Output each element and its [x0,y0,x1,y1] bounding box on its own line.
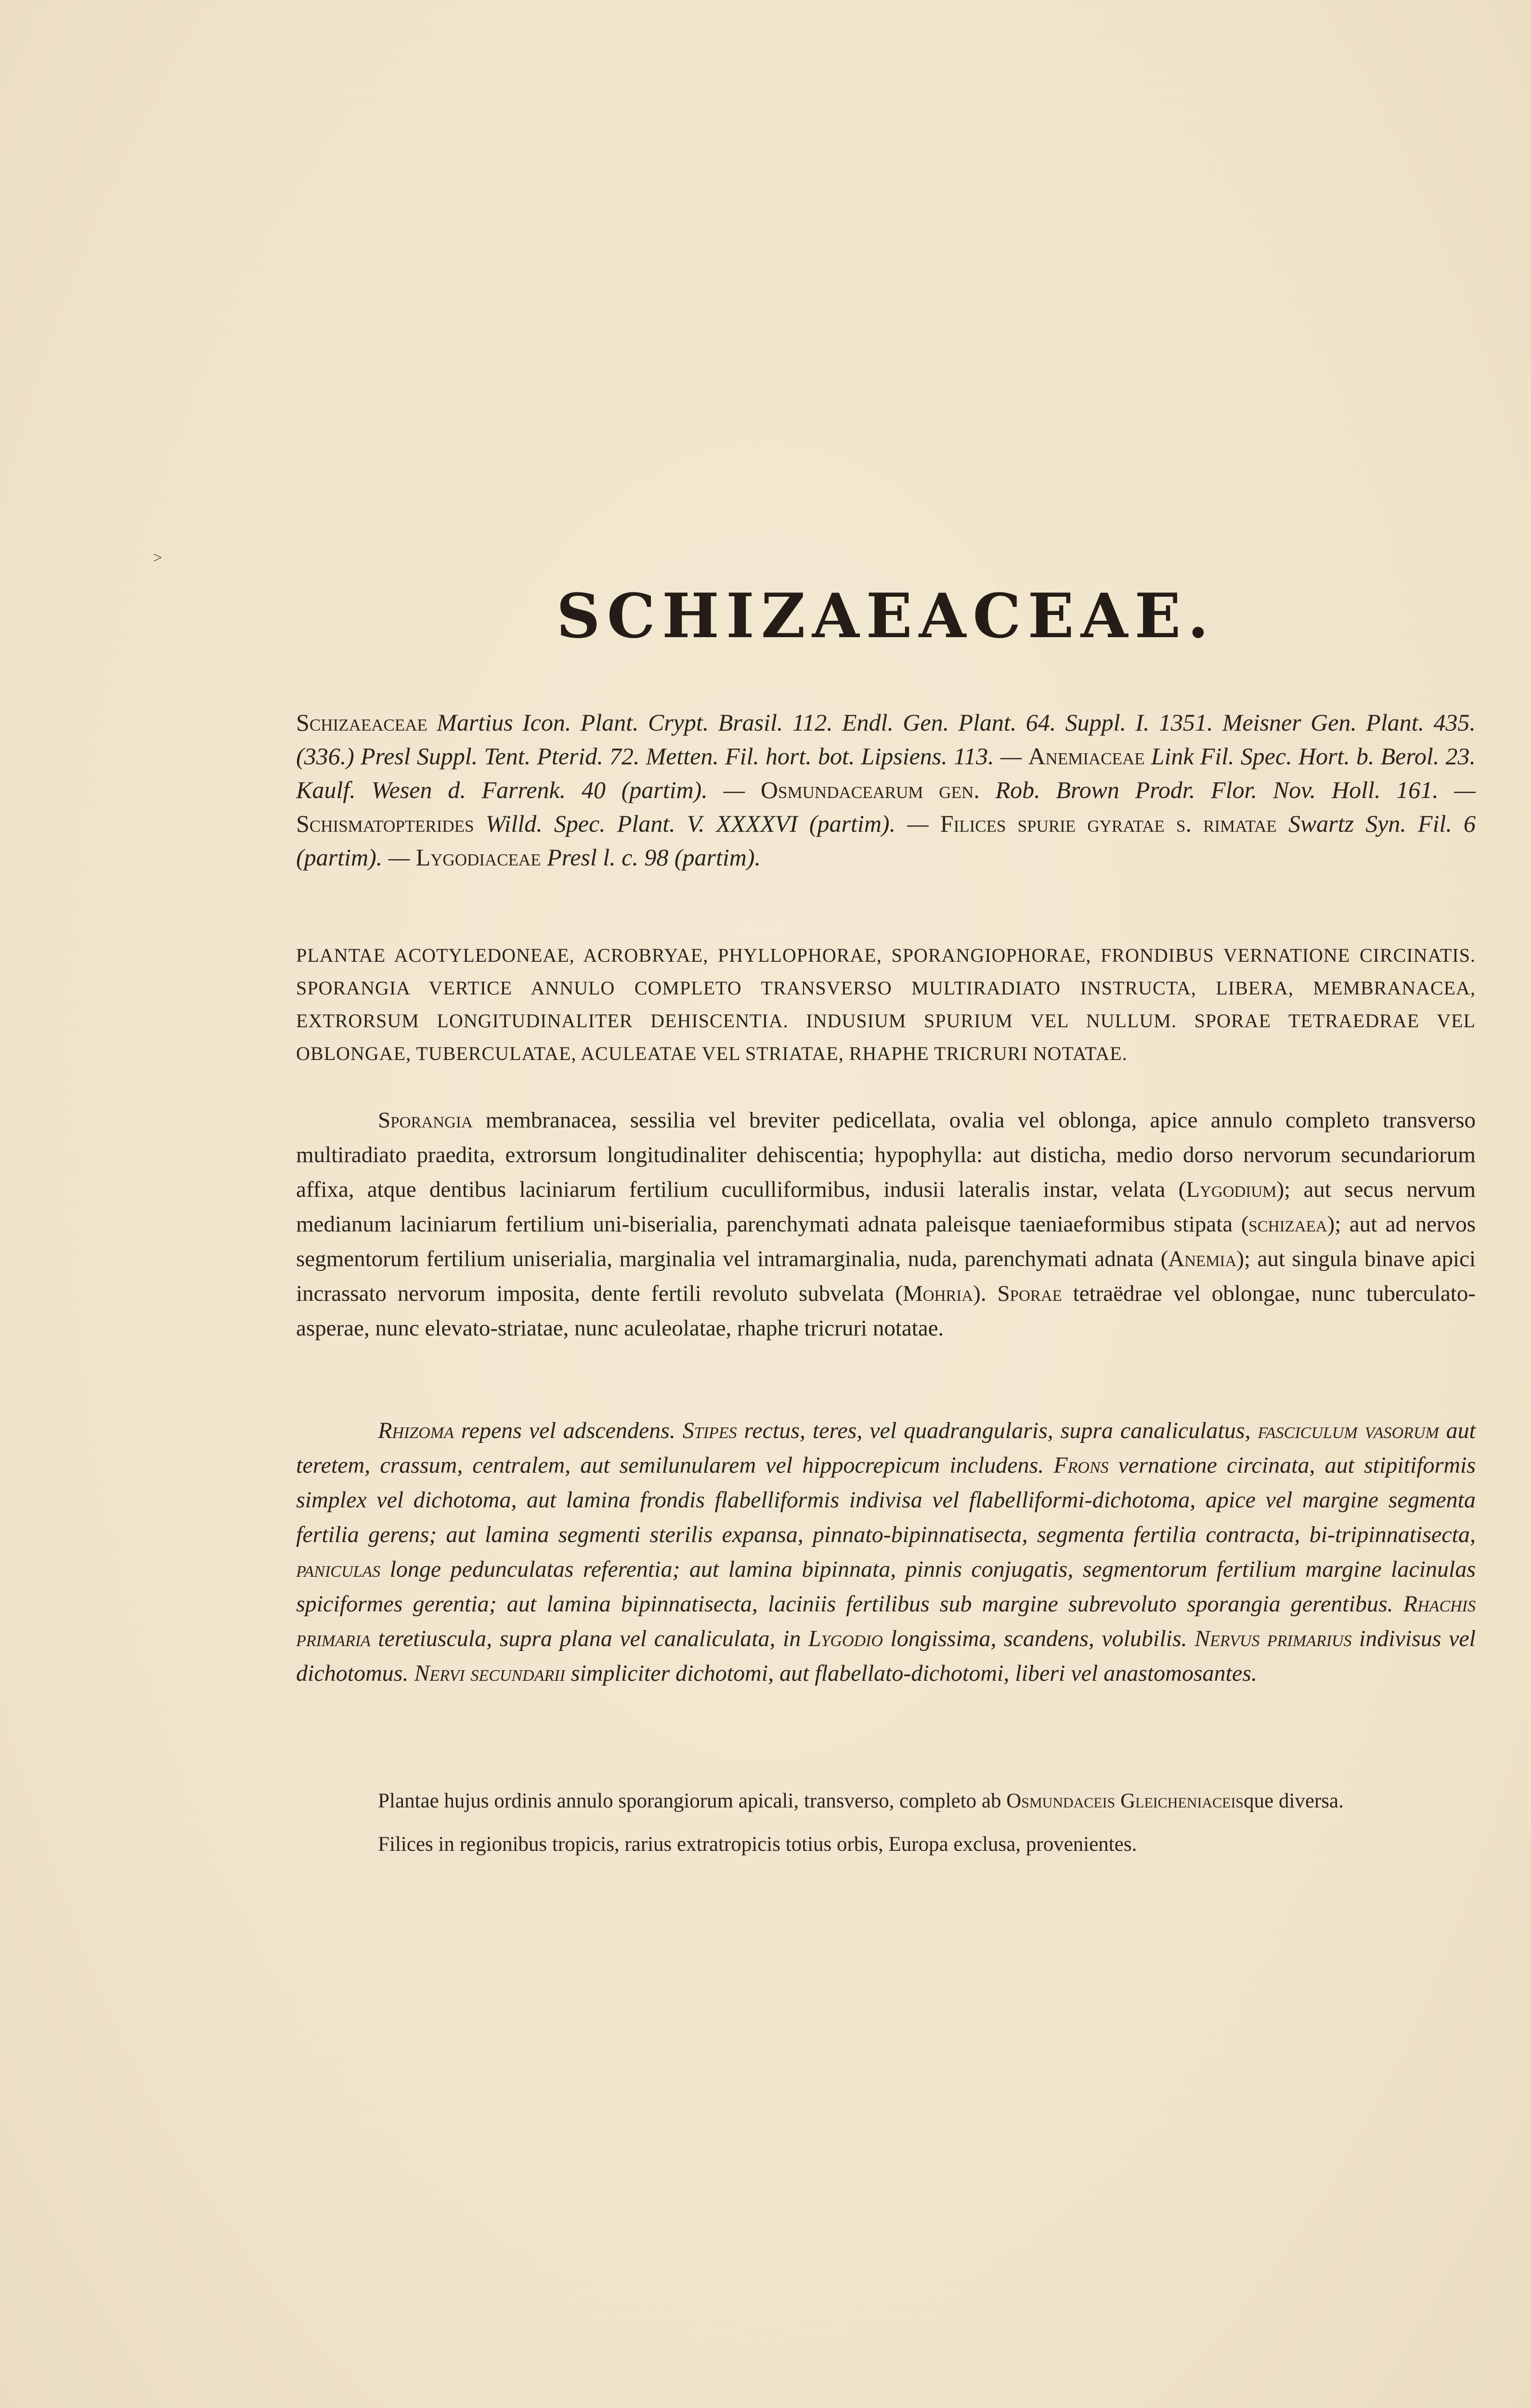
sporangia-text: tetraëdrae vel oblongae, nunc tuberculato-asperae, nunc elevato-striatae, nunc aculeolatae, rhaphe tricruri notatae. [296,1281,1476,1341]
organ-description: simpliciter dichotomi, aut flabellato-dichotomi, liberi vel anastomosantes. [565,1661,1257,1686]
genus-lygodium: Lygodium [1186,1177,1277,1202]
synonym-reference: Martius Icon. Plant. Crypt. Brasil. 112. Endl. Gen. Plant. 64. Suppl. I. 1351. Meisner Gen. Plant. 435. (336.) Presl Suppl. Tent. Pterid. 72. Metten. Fil. hort. bot. Lipsiens. 113. — [296,709,1476,770]
organ-name: Lygodio [808,1626,883,1651]
organ-name: Nervus primarius [1194,1626,1352,1651]
note-text [1115,1790,1120,1812]
sporangia-paragraph [296,1103,1476,1346]
organ-description: rectus, teres, vel quadrangularis, supra canaliculatus, [737,1418,1258,1443]
sporangia-text: ). [973,1281,998,1306]
sporangia-lead: Sporangia [378,1108,473,1133]
ordinal-characters: PLANTAE ACOTYLEDONEAE, ACROBRYAE, PHYLLOPHORAE, SPORANGIOPHORAE, FRONDIBUS VERNATIONE CIRCINATIS. SPORANGIA VERTICE ANNULO COMPLETO TRANSVERSO MULTIRADIATO INSTRUCTA, LIBERA, MEMBRANACEA, EXTRORSUM LONGITUDINALITER DEHISCENTIA. INDUSIUM SPURIUM VEL NULLUM. SPORAE TETRAEDRAE VEL OBLONGAE, TUBERCULATAE, ACULEATAE VEL STRIATAE, RHAPHE TRICRURI NOTATAE. [296,944,1476,1064]
synonym-reference: Willd. Spec. Plant. V. XXXXVI (partim). — [474,810,940,837]
sporangia-text: ); aut singula binave apici incrassato nervorum imposita, dente fertili revoluto subvelata ( [296,1246,1476,1306]
synonym-reference: Link Fil. Spec. Hort. b. Berol. 23. Kaulf. Wesen d. Farrenk. 40 (partim). — [296,743,1476,803]
organ-name: paniculas [296,1557,381,1582]
synonym-name: Osmundacearum gen. [760,776,980,803]
page-title: SCHIZAEACEAE. [556,580,1216,652]
distribution-note: Filices in regionibus tropicis, rarius extratropicis totius orbis, Europa exclusa, provenientes. [378,1833,1137,1856]
sporae-lead: Sporae [997,1281,1062,1306]
organ-name: Frons [1053,1453,1109,1478]
genus-anemia: Anemia [1168,1246,1237,1271]
margin-mark: ˃ [153,549,163,567]
synonym-name: Schismatopterides [296,810,474,837]
sporangia-text: ); aut secus nervum medianum laciniarum fertilium uni-biserialia, parenchymati adnata paleisque taeniaeformibus stipata ( [296,1177,1476,1237]
sporangia-text: ); aut ad nervos segmentorum fertilium uniserialia, marginalia vel intramarginalia, nuda, parenchymati adnata ( [296,1212,1476,1271]
organ-name: Rhachis primaria [296,1591,1476,1651]
organ-name: Stipes [682,1418,737,1443]
family-osmundaceae: Osmundaceis [1006,1790,1116,1812]
organ-description: aut teretem, crassum, centralem, aut semilunularem vel hippocrepicum includens. [296,1418,1476,1478]
organ-description: indivisus vel dichotomus. [296,1626,1476,1686]
genus-schizaea: schizaea [1248,1212,1327,1237]
organ-description: repens vel adscendens. [454,1418,683,1443]
organ-description: teretiuscula, supra plana vel canaliculata, in [370,1626,808,1651]
organ-description: longe pedunculatas referentia; aut lamina bipinnata, pinnis conjugatis, segmentorum fertilium margine lacinulas spiciformes gerentia; aut lamina bipinnatisecta, laciniis fertilibus sub margine subrevoluto sporangia gerentibus. [296,1557,1476,1617]
organ-name: Rhizoma [378,1418,454,1443]
synonym-reference: Swartz Syn. Fil. 6 (partim). — [296,810,1476,871]
affinity-note [378,1787,1485,1816]
synonym-name: Anemiaceae [1028,743,1145,770]
synonym-name: Filices spurie gyratae s. rimatae [940,810,1277,837]
note-text: Plantae hujus ordinis annulo sporangiorum apicali, transverso, completo ab [378,1790,1007,1812]
note-text: que diversa. [1244,1790,1344,1812]
synonym-name: Schizaeaceae [296,709,428,736]
organ-name: fasciculum vasorum [1258,1418,1439,1443]
sporangia-text: membranacea, sessilia vel breviter pedicellata, ovalia vel oblonga, apice annulo completo transverso multiradiato praedita, extrorsum longitudinaliter dehiscentia; hypophylla: aut disticha, medio dorso nervorum secundariorum affixa, atque dentibus laciniarum fertilium cuculliformibus, indusii lateralis instar, velata ( [296,1108,1476,1202]
synonymy-paragraph [296,706,1476,874]
genus-mohria: Mohria [902,1281,973,1306]
organ-description: longissima, scandens, volubilis. [882,1626,1195,1651]
synonym-reference: Rob. Brown Prodr. Flor. Nov. Holl. 161. — [979,776,1476,803]
organ-description: vernatione circinata, aut stipitiformis simplex vel dichotoma, aut lamina frondis flabelliformis indivisa vel flabelliformi-dichotoma, apice vel margine segmenta fertilia gerens; aut lamina segmenti sterilis expansa, pinnato-bipinnatisecta, segmenta fertilia contracta, bi-tripinnatisecta, [296,1453,1476,1547]
synonym-name: Lygodiaceae [415,844,541,871]
morphology-paragraph [296,1413,1476,1691]
organ-name: Nervi secundarii [414,1661,565,1686]
family-gleicheniaceae: Gleicheniaceis [1120,1790,1244,1812]
synonym-reference: Presl l. c. 98 (partim). [541,844,761,871]
